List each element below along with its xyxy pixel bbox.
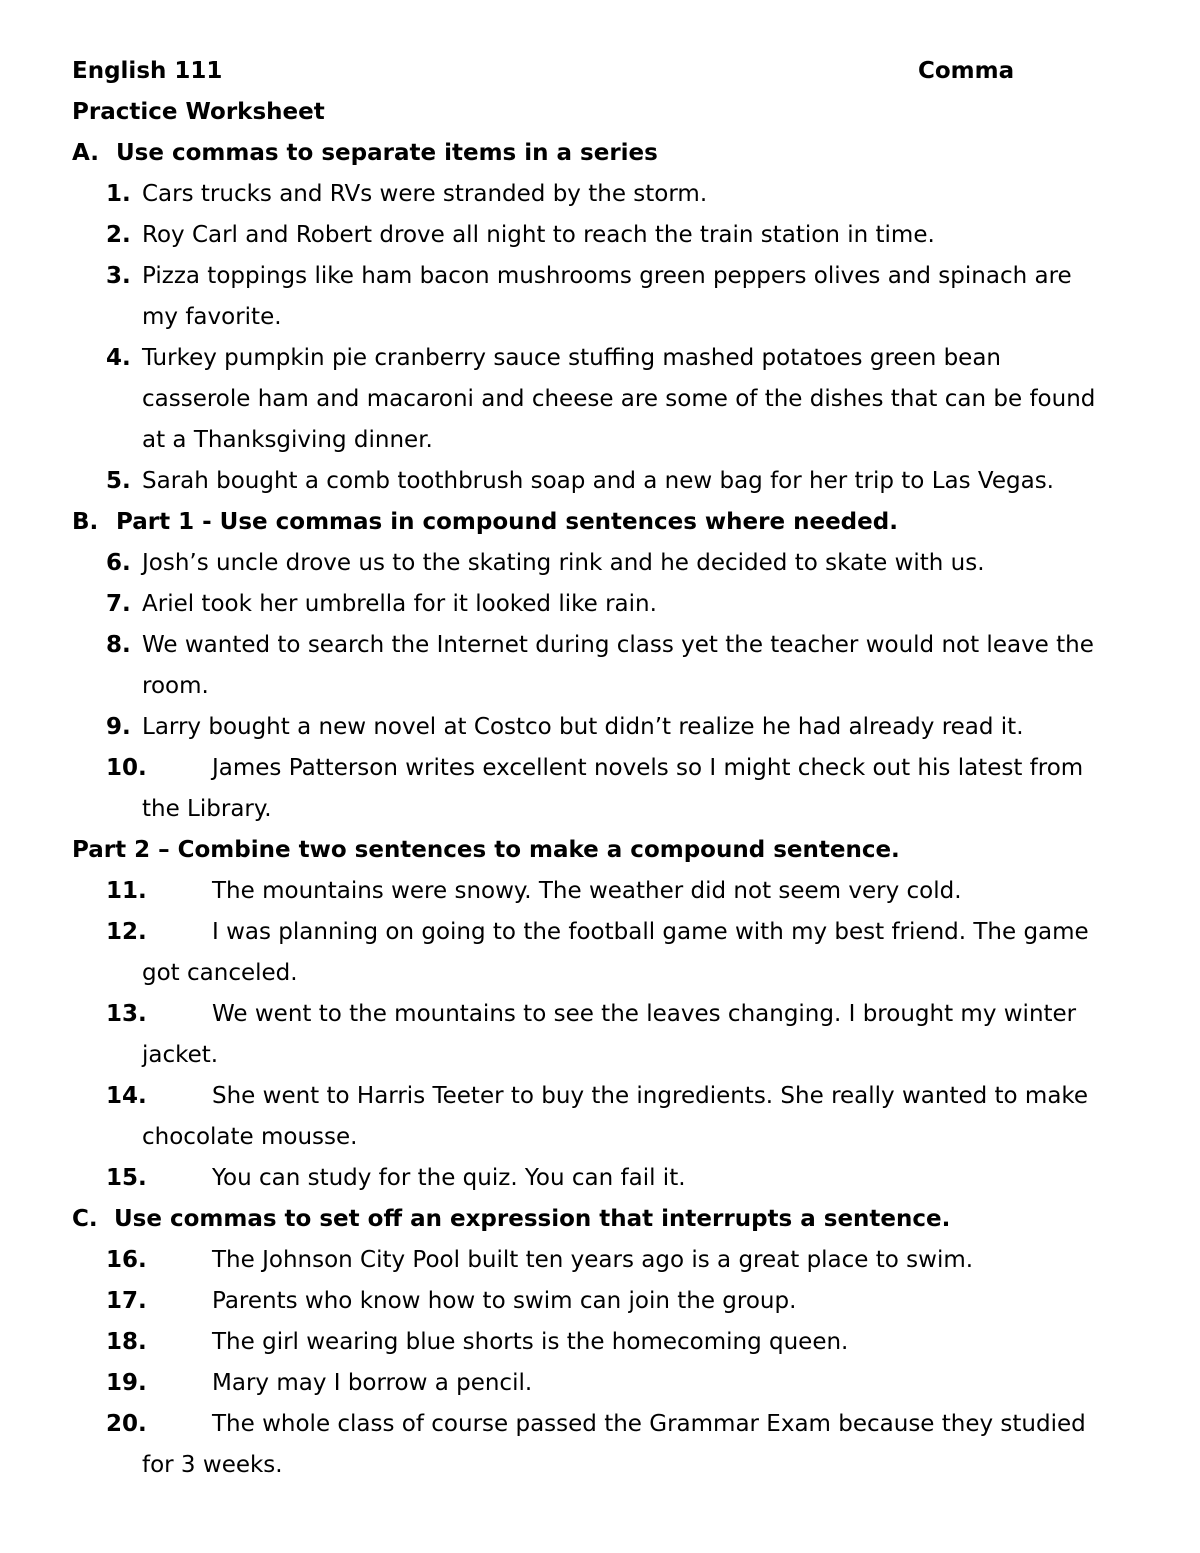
item-number: 8. <box>106 632 131 658</box>
item-text-continued: my favorite. <box>142 304 282 330</box>
section-b-letter: B. <box>72 509 99 535</box>
item-number: 18. <box>106 1329 147 1355</box>
item-text: Pizza toppings like ham bacon mushrooms green peppers olives and spinach are <box>142 263 1072 289</box>
item-number: 12. <box>106 919 147 945</box>
item-number: 7. <box>106 591 131 617</box>
item-number: 19. <box>106 1370 147 1396</box>
item-text: Josh’s uncle drove us to the skating rink and he decided to skate with us. <box>142 550 985 576</box>
item-text: Roy Carl and Robert drove all night to reach the train station in time. <box>142 222 935 248</box>
section-a-heading: Use commas to separate items in a series <box>116 140 658 166</box>
item-number: 15. <box>106 1165 147 1191</box>
item-number: 13. <box>106 1001 147 1027</box>
item-text-continued: for 3 weeks. <box>142 1452 283 1478</box>
item-text: You can study for the quiz. You can fail it. <box>212 1165 686 1191</box>
item-text: She went to Harris Teeter to buy the ingredients. She really wanted to make <box>212 1083 1089 1109</box>
item-number: 16. <box>106 1247 147 1273</box>
item-text: We wanted to search the Internet during class yet the teacher would not leave the <box>142 632 1094 658</box>
item-number: 20. <box>106 1411 147 1437</box>
item-text: The girl wearing blue shorts is the homecoming queen. <box>212 1329 849 1355</box>
item-number: 1. <box>106 181 131 207</box>
section-b-heading: Part 1 - Use commas in compound sentences where needed. <box>116 509 898 535</box>
item-text-continued: the Library. <box>142 796 272 822</box>
item-text: Parents who know how to swim can join the group. <box>212 1288 797 1314</box>
item-text: Mary may I borrow a pencil. <box>212 1370 533 1396</box>
item-text: Sarah bought a comb toothbrush soap and a new bag for her trip to Las Vegas. <box>142 468 1054 494</box>
item-number: 10. <box>106 755 147 781</box>
item-number: 3. <box>106 263 131 289</box>
item-number: 11. <box>106 878 147 904</box>
item-text: Cars trucks and RVs were stranded by the storm. <box>142 181 708 207</box>
item-number: 5. <box>106 468 131 494</box>
worksheet-subtitle: Practice Worksheet <box>72 99 325 125</box>
item-number: 6. <box>106 550 131 576</box>
item-text: The mountains were snowy. The weather did not seem very cold. <box>212 878 962 904</box>
item-text-continued: got canceled. <box>142 960 298 986</box>
item-text-continued: room. <box>142 673 209 699</box>
item-number: 14. <box>106 1083 147 1109</box>
item-text: Turkey pumpkin pie cranberry sauce stuffing mashed potatoes green bean <box>142 345 1002 371</box>
item-text-continued: chocolate mousse. <box>142 1124 358 1150</box>
item-number: 2. <box>106 222 131 248</box>
section-a-letter: A. <box>72 140 99 166</box>
item-text: James Patterson writes excellent novels so I might check out his latest from <box>212 755 1084 781</box>
item-text: We went to the mountains to see the leaves changing. I brought my winter <box>212 1001 1077 1027</box>
item-text: Larry bought a new novel at Costco but didn’t realize he had already read it. <box>142 714 1024 740</box>
item-number: 17. <box>106 1288 147 1314</box>
section-c-heading: Use commas to set off an expression that interrupts a sentence. <box>114 1206 951 1232</box>
item-text-continued: at a Thanksgiving dinner. <box>142 427 433 453</box>
item-number: 9. <box>106 714 131 740</box>
course-title: English 111 <box>72 58 223 84</box>
item-number: 4. <box>106 345 131 371</box>
section-c-letter: C. <box>72 1206 98 1232</box>
item-text: The Johnson City Pool built ten years ago is a great place to swim. <box>212 1247 974 1273</box>
topic-title: Comma <box>918 58 1015 84</box>
item-text-continued: jacket. <box>142 1042 219 1068</box>
part-2-heading: Part 2 – Combine two sentences to make a compound sentence. <box>72 837 900 863</box>
item-text: Ariel took her umbrella for it looked like rain. <box>142 591 657 617</box>
item-text: I was planning on going to the football game with my best friend. The game <box>212 919 1089 945</box>
item-text-continued: casserole ham and macaroni and cheese are some of the dishes that can be found <box>142 386 1096 412</box>
item-text: The whole class of course passed the Grammar Exam because they studied <box>212 1411 1086 1437</box>
